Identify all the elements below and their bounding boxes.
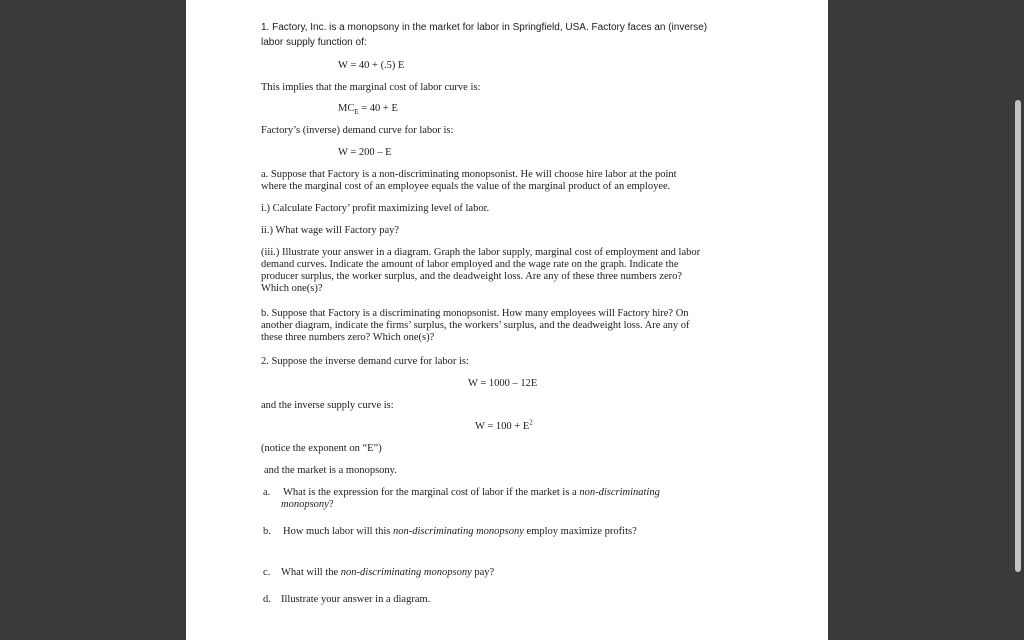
q2-demand-equation: W = 1000 – 12E	[468, 378, 538, 389]
q1-part-iii-line-3: producer surplus, the worker surplus, and the deadweight loss. Are any of these three numbers zero?	[261, 271, 683, 282]
document-page	[186, 0, 828, 640]
q2-supply-intro: and the inverse supply curve is:	[261, 400, 394, 411]
q1-intro-line-1: 1. Factory, Inc. is a monopsony in the market for labor in Springfield, USA. Factory faces an (inverse)	[261, 22, 708, 33]
q2a-letter: a.	[263, 487, 271, 498]
q1-part-i: i.) Calculate Factory’ profit maximizing level of labor.	[261, 203, 490, 214]
q2d-letter: d.	[263, 594, 271, 605]
q2d-text: Illustrate your answer in a diagram.	[281, 594, 431, 605]
q1-part-iii-line-2: demand curves. Indicate the amount of labor employed and the wage rate on the graph. Indicate the	[261, 259, 679, 270]
q1-mc-equation: $MC_E = 40 + E$	[338, 103, 398, 117]
q1-demand-intro: Factory’s (inverse) demand curve for labor is:	[261, 125, 454, 136]
q1a-line-2: where the marginal cost of an employee equals the value of the marginal product of an employee.	[261, 181, 671, 192]
q2b-letter: b.	[263, 526, 271, 537]
q1-demand-equation: W = 200 – E	[338, 147, 392, 158]
q1a-line-1: a. Suppose that Factory is a non-discriminating monopsonist. He will choose hire labor at the point	[261, 169, 677, 180]
q2a-line-2: monopsony?	[281, 499, 334, 510]
q2c-letter: c.	[263, 567, 271, 578]
q1-part-ii: ii.) What wage will Factory pay?	[261, 225, 400, 236]
q2a-line-1: What is the expression for the marginal cost of labor if the market is a non-discriminating	[283, 487, 660, 498]
q2-supply-equation: $W = 100 + E^2$	[475, 418, 533, 432]
q1-part-iii-line-1: (iii.) Illustrate your answer in a diagram. Graph the labor supply, marginal cost of employment and labor	[261, 247, 701, 258]
q1b-line-2: another diagram, indicate the firms’ surplus, the workers’ surplus, and the deadweight loss. Are any of	[261, 320, 690, 331]
scrollbar-thumb[interactable]	[1015, 100, 1021, 572]
q1b-line-1: b. Suppose that Factory is a discriminating monopsonist. How many employees will Factory hire? On	[261, 308, 689, 319]
q1-supply-equation: W = 40 + (.5) E	[338, 60, 405, 71]
q2-intro: 2. Suppose the inverse demand curve for labor is:	[261, 356, 469, 367]
q2b-text: How much labor will this non-discriminating monopsony employ maximize profits?	[283, 526, 637, 537]
q1b-line-3: these three numbers zero? Which one(s)?	[261, 332, 435, 343]
q2-notice: (notice the exponent on “E”)	[261, 443, 382, 454]
q1-implies-text: This implies that the marginal cost of labor curve is:	[261, 82, 481, 93]
q2-market: and the market is a monopsony.	[264, 465, 397, 476]
q1-intro-line-2: labor supply function of:	[261, 37, 367, 48]
q2c-text: What will the non-discriminating monopsony pay?	[281, 567, 495, 578]
q1-part-iii-line-4: Which one(s)?	[261, 283, 323, 294]
